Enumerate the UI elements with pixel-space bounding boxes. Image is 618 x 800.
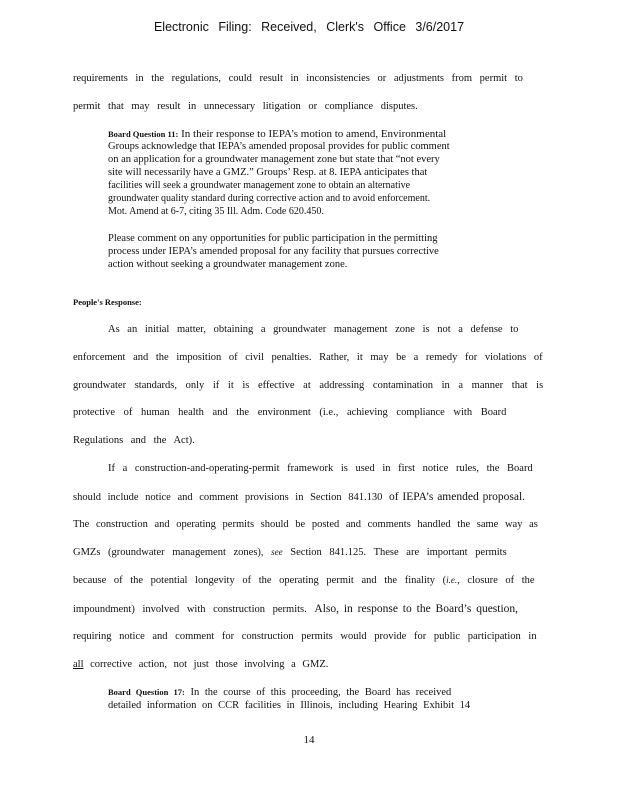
question-11-para2-line: action without seeking a groundwater management zone.	[108, 259, 348, 270]
question-17-label: Board Question 17:	[108, 687, 185, 697]
question-11-line: facilities will seek a groundwater management zone to obtain an alternative	[108, 180, 411, 191]
response-line: The construction and operating permits should be posted and comments handled the same way as	[73, 519, 538, 530]
response-line	[73, 575, 535, 586]
question-11-para2-line: process under IEPA’s amended proposal for any facility that pursues corrective	[108, 246, 439, 257]
question-17-first-line	[108, 687, 451, 698]
body-line: requirements in the regulations, could result in inconsistencies or adjustments from permit to	[73, 73, 523, 84]
question-11-line: site will necessarily have a GMZ.” Groups’ Resp. at 8. IEPA anticipates that	[108, 167, 428, 178]
filing-header: Electronic Filing: Received, Clerk's Office 3/6/2017	[153, 20, 465, 34]
response-line: Regulations and the Act).	[73, 435, 195, 446]
response-text: because of the potential longevity of the operating permit and the finality (	[73, 575, 447, 586]
response-heading: People's Response:	[73, 297, 142, 307]
response-text: see	[271, 547, 283, 557]
response-text: impoundment) involved with construction permits.	[73, 604, 307, 615]
question-17-line: detailed information on CCR facilities in Illinois, including Hearing Exhibit 14	[108, 700, 471, 711]
question-11-para2-line: Please comment on any opportunities for public participation in the permitting	[108, 233, 438, 244]
response-text: of IEPA’s amended proposal.	[388, 491, 526, 503]
question-11-line: Groups acknowledge that IEPA’s amended proposal provides for public comment	[108, 141, 450, 152]
response-line: If a construction-and-operating-permit framework is used in first notice rules, the Board	[108, 463, 533, 474]
response-text: all	[73, 659, 84, 670]
response-line	[73, 491, 525, 503]
body-line: permit that may result in unnecessary litigation or compliance disputes.	[73, 101, 418, 112]
response-line: requiring notice and comment for construction permits would provide for public participation in	[73, 631, 537, 642]
response-line: enforcement and the imposition of civil penalties. Rather, it may be a remedy for violations of	[73, 352, 543, 363]
question-11-line: Mot. Amend at 6-7, citing 35 Ill. Adm. Code 620.450.	[108, 206, 324, 217]
question-11-label: Board Question 11:	[108, 129, 179, 139]
response-line: protective of human health and the environment (i.e., achieving compliance with Board	[73, 407, 507, 418]
response-text: Also, in response to the Board’s question,	[314, 603, 519, 615]
response-text: , closure of the	[457, 575, 535, 586]
question-11-text: In their response to IEPA’s motion to amend, Environmental	[181, 128, 447, 140]
page-number: 14	[303, 734, 315, 746]
response-line	[73, 547, 507, 558]
question-11-line: on an application for a groundwater management zone but state that “not every	[108, 154, 440, 165]
question-11-first-line	[108, 128, 446, 140]
response-text: should include notice and comment provisions in Section 841.130	[73, 492, 383, 503]
question-11-line: groundwater quality standard during corrective action and to avoid enforcement.	[108, 193, 431, 204]
response-text: GMZs (groundwater management zones),	[73, 547, 264, 558]
response-line	[73, 659, 328, 670]
response-text: Section 841.125. These are important permits	[290, 547, 507, 558]
response-text: corrective action, not just those involving a GMZ.	[83, 659, 329, 670]
response-line: groundwater standards, only if it is effective at addressing contamination in a manner that is	[73, 380, 544, 391]
response-text: i.e.	[446, 575, 458, 585]
question-17-text: In the course of this proceeding, the Board has received	[190, 687, 452, 698]
response-line	[73, 603, 518, 615]
response-line: As an initial matter, obtaining a groundwater management zone is not a defense to	[108, 324, 519, 335]
